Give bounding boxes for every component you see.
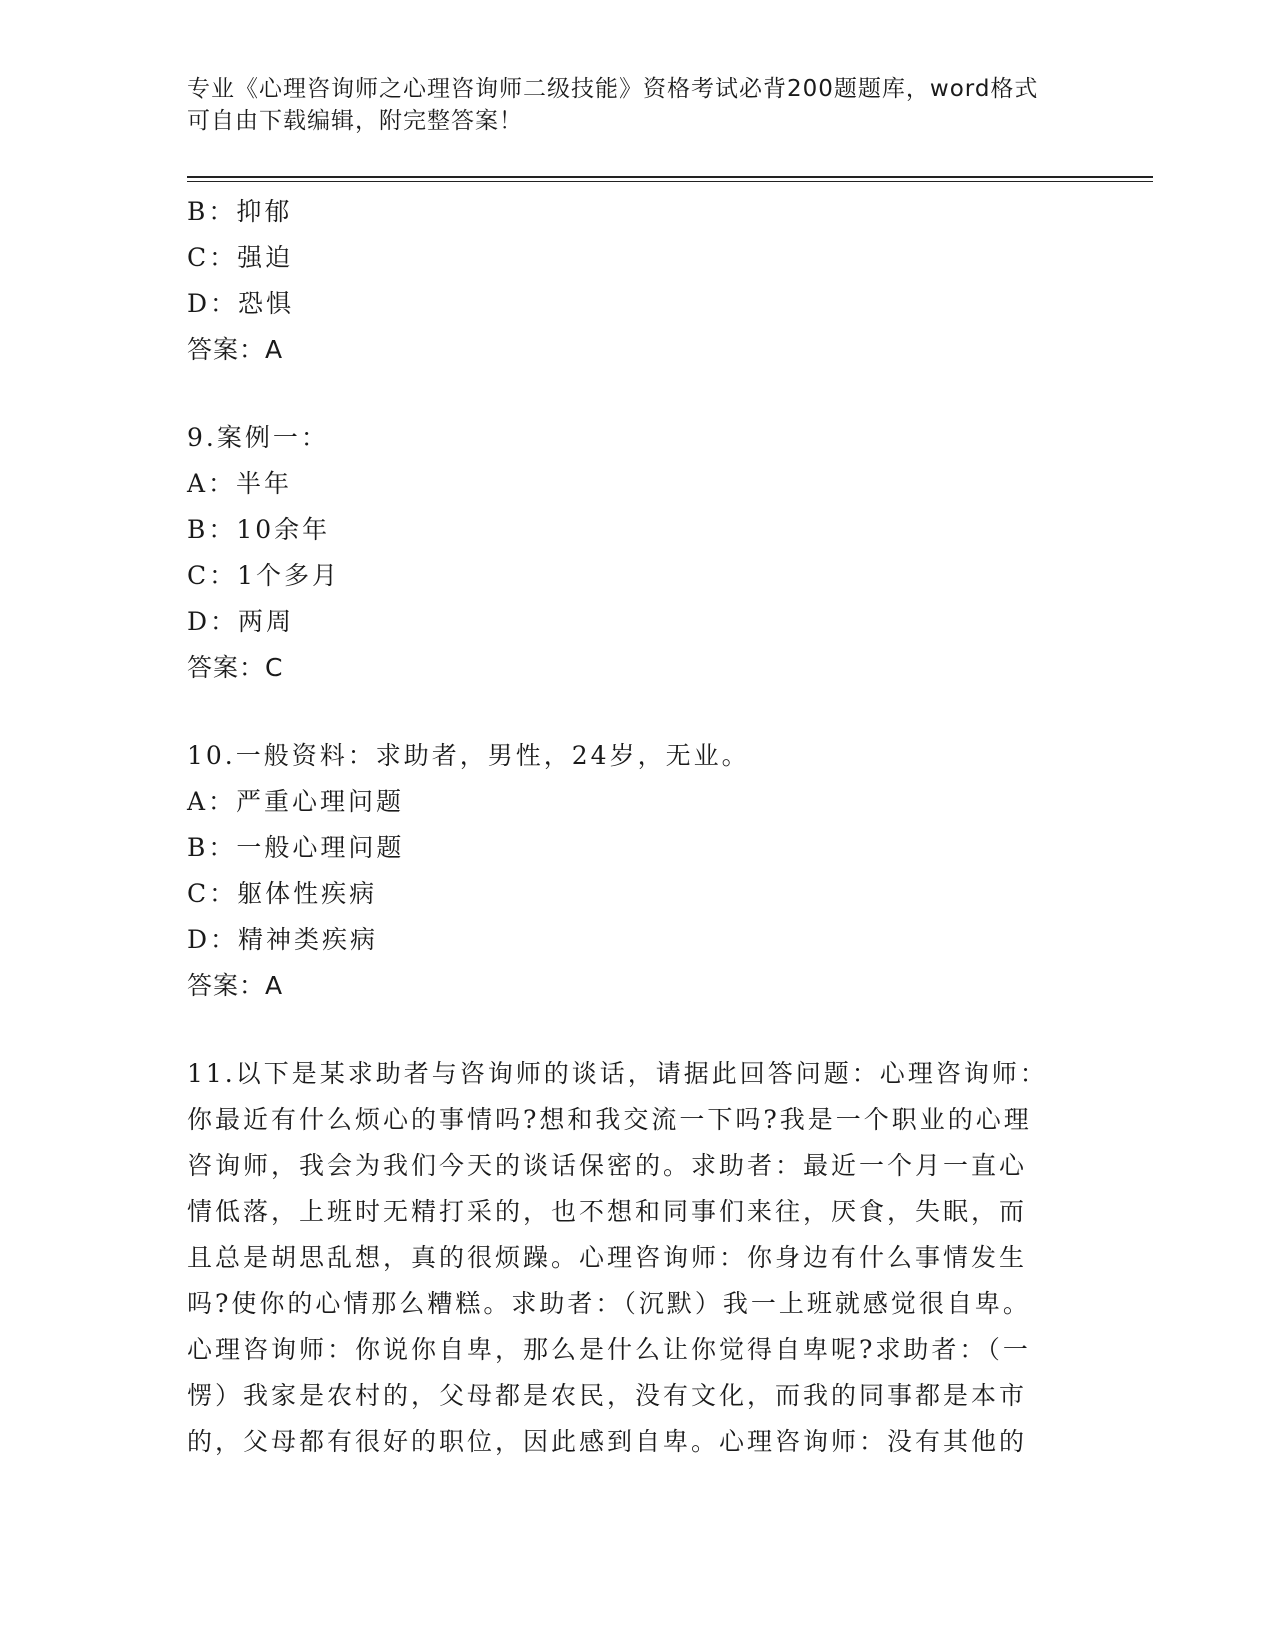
spacer bbox=[187, 691, 1067, 733]
q9-option-c: C：1个多月 bbox=[187, 561, 341, 590]
q11-text-line: 你最近有什么烦心的事情吗?想和我交流一下吗?我是一个职业的心理 bbox=[187, 1105, 1032, 1134]
header-title-line-1: 专业《心理咨询师之心理咨询师二级技能》资格考试必背200题题库，word格式 bbox=[187, 76, 1039, 102]
q9-option-d: D：两周 bbox=[187, 607, 295, 636]
q8-option-b: B：抑郁 bbox=[187, 197, 293, 226]
q11-text-line: 情低落，上班时无精打采的，也不想和同事们来往，厌食，失眠，而 bbox=[187, 1197, 1028, 1226]
question-8-block bbox=[187, 189, 1067, 373]
q9-answer: 答案：C bbox=[187, 653, 284, 682]
q8-option-d: D：恐惧 bbox=[187, 289, 295, 318]
q8-option-c: C：强迫 bbox=[187, 243, 294, 272]
q8-answer: 答案：A bbox=[187, 335, 284, 364]
q10-stem: 10.一般资料：求助者，男性，24岁，无业。 bbox=[187, 741, 750, 770]
header-title-line-2: 可自由下载编辑，附完整答案！ bbox=[187, 108, 523, 134]
q10-option-b: B：一般心理问题 bbox=[187, 833, 405, 862]
q11-text-line: 11.以下是某求助者与咨询师的谈话，请据此回答问题：心理咨询师： bbox=[187, 1059, 1048, 1088]
q10-option-a: A：严重心理问题 bbox=[187, 787, 405, 816]
q10-answer: 答案：A bbox=[187, 971, 284, 1000]
q9-stem: 9.案例一： bbox=[187, 423, 329, 452]
document-header bbox=[187, 73, 1067, 137]
question-10-block bbox=[187, 733, 1067, 1009]
q11-text-line: 吗?使你的心情那么糟糕。求助者：（沉默）我一上班就感觉很自卑。 bbox=[187, 1289, 1031, 1318]
spacer bbox=[187, 1009, 1067, 1051]
q11-text-line: 咨询师，我会为我们今天的谈话保密的。求助者：最近一个月一直心 bbox=[187, 1151, 1028, 1180]
question-9-block bbox=[187, 415, 1067, 691]
header-divider-thick bbox=[187, 176, 1153, 178]
q11-text-line: 愣）我家是农村的，父母都是农民，没有文化，而我的同事都是本市 bbox=[187, 1381, 1028, 1410]
question-11-block bbox=[187, 1051, 1067, 1465]
q11-text-line: 心理咨询师：你说你自卑，那么是什么让你觉得自卑呢?求助者：（一 bbox=[187, 1335, 1031, 1364]
header-divider-thin bbox=[187, 181, 1153, 182]
q11-text-line: 且总是胡思乱想，真的很烦躁。心理咨询师：你身边有什么事情发生 bbox=[187, 1243, 1028, 1272]
document-body bbox=[187, 189, 1067, 1465]
q11-text-line: 的，父母都有很好的职位，因此感到自卑。心理咨询师：没有其他的 bbox=[187, 1427, 1028, 1456]
spacer bbox=[187, 373, 1067, 415]
q9-option-a: A：半年 bbox=[187, 469, 293, 498]
q10-option-c: C：躯体性疾病 bbox=[187, 879, 378, 908]
q10-option-d: D：精神类疾病 bbox=[187, 925, 379, 954]
q9-option-b: B：10余年 bbox=[187, 515, 331, 544]
